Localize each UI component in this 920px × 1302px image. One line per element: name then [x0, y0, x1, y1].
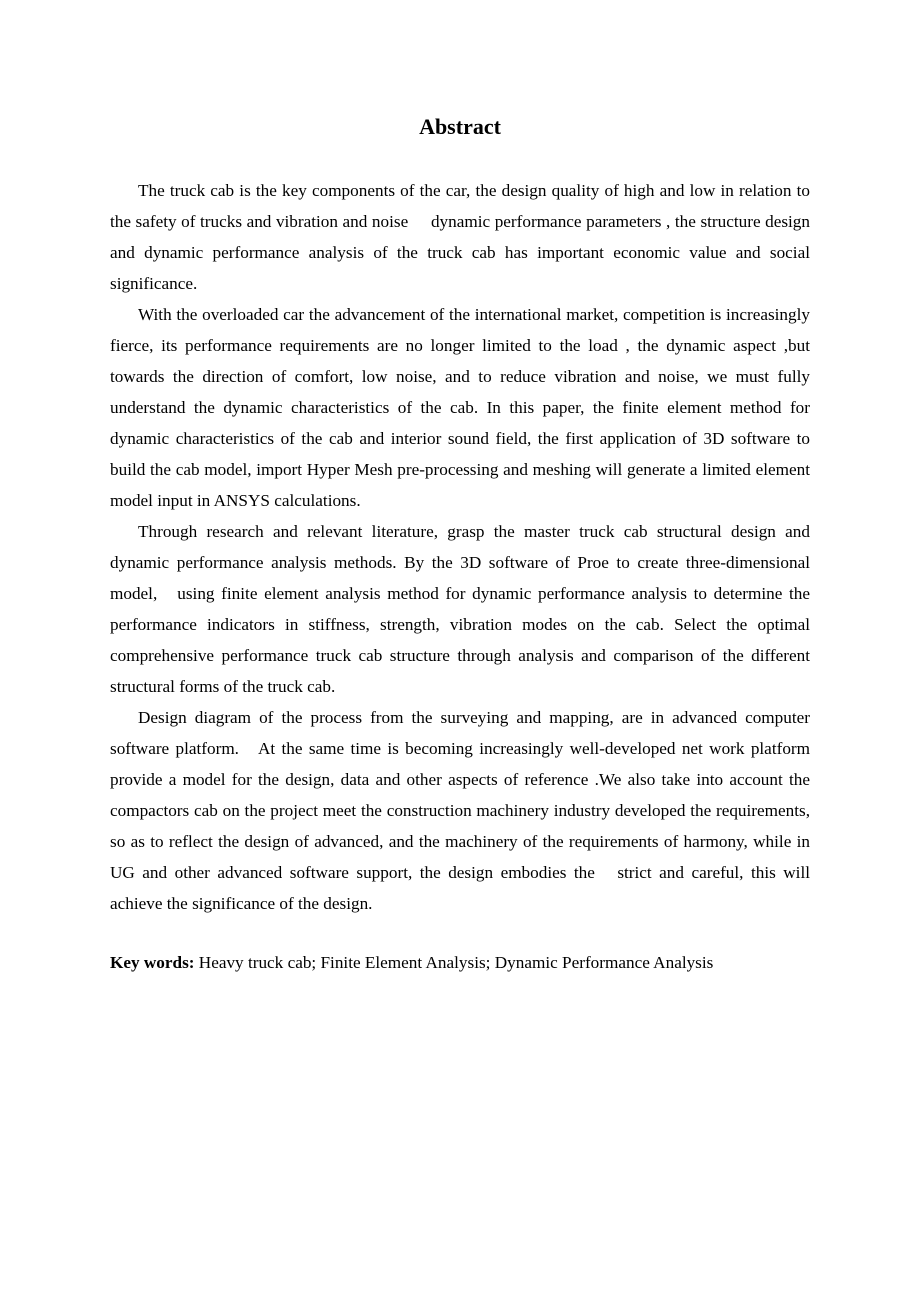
- abstract-body: [110, 175, 810, 919]
- keywords-line: [110, 947, 810, 978]
- abstract-paragraph-2: With the overloaded car the advancement of the international market, competition is increasingly fierce, its performance requirements are no longer limited to the load , the dynamic aspect ,but towards the direction of comfort, low noise, and to reduce vibration and noise, we must fully understand the dynamic characteristics of the cab. In this paper, the finite element method for dynamic characteristics of the cab and interior sound field, the first application of 3D software to build the cab model, import Hyper Mesh pre-processing and meshing will generate a limited element model input in ANSYS calculations.: [110, 305, 810, 510]
- abstract-title: Abstract: [419, 114, 501, 139]
- abstract-paragraph-3: Through research and relevant literature, grasp the master truck cab structural design and dynamic performance analysis methods. By the 3D software of Proe to create three-dimensional model, using finite element analysis method for dynamic performance analysis to determine the performance indicators in stiffness, strength, vibration modes on the cab. Select the optimal comprehensive performance truck cab structure through analysis and comparison of the different structural forms of the truck cab.: [110, 522, 810, 696]
- abstract-paragraph-1: The truck cab is the key components of the car, the design quality of high and low in relation to the safety of trucks and vibration and noise dynamic performance parameters , the structure design and dynamic performance analysis of the truck cab has important economic value and social significance.: [110, 181, 810, 293]
- keywords-label: Key words:: [110, 953, 195, 972]
- abstract-paragraph-4: Design diagram of the process from the surveying and mapping, are in advanced computer software platform. At the same time is becoming increasingly well-developed net work platform provide a model for the design, data and other aspects of reference .We also take into account the compactors cab on the project meet the construction machinery industry developed the requirements, so as to reflect the design of advanced, and the machinery of the requirements of harmony, while in UG and other advanced software support, the design embodies the strict and careful, this will achieve the significance of the design.: [110, 708, 810, 913]
- keywords-text: Heavy truck cab; Finite Element Analysis; Dynamic Performance Analysis: [194, 953, 714, 972]
